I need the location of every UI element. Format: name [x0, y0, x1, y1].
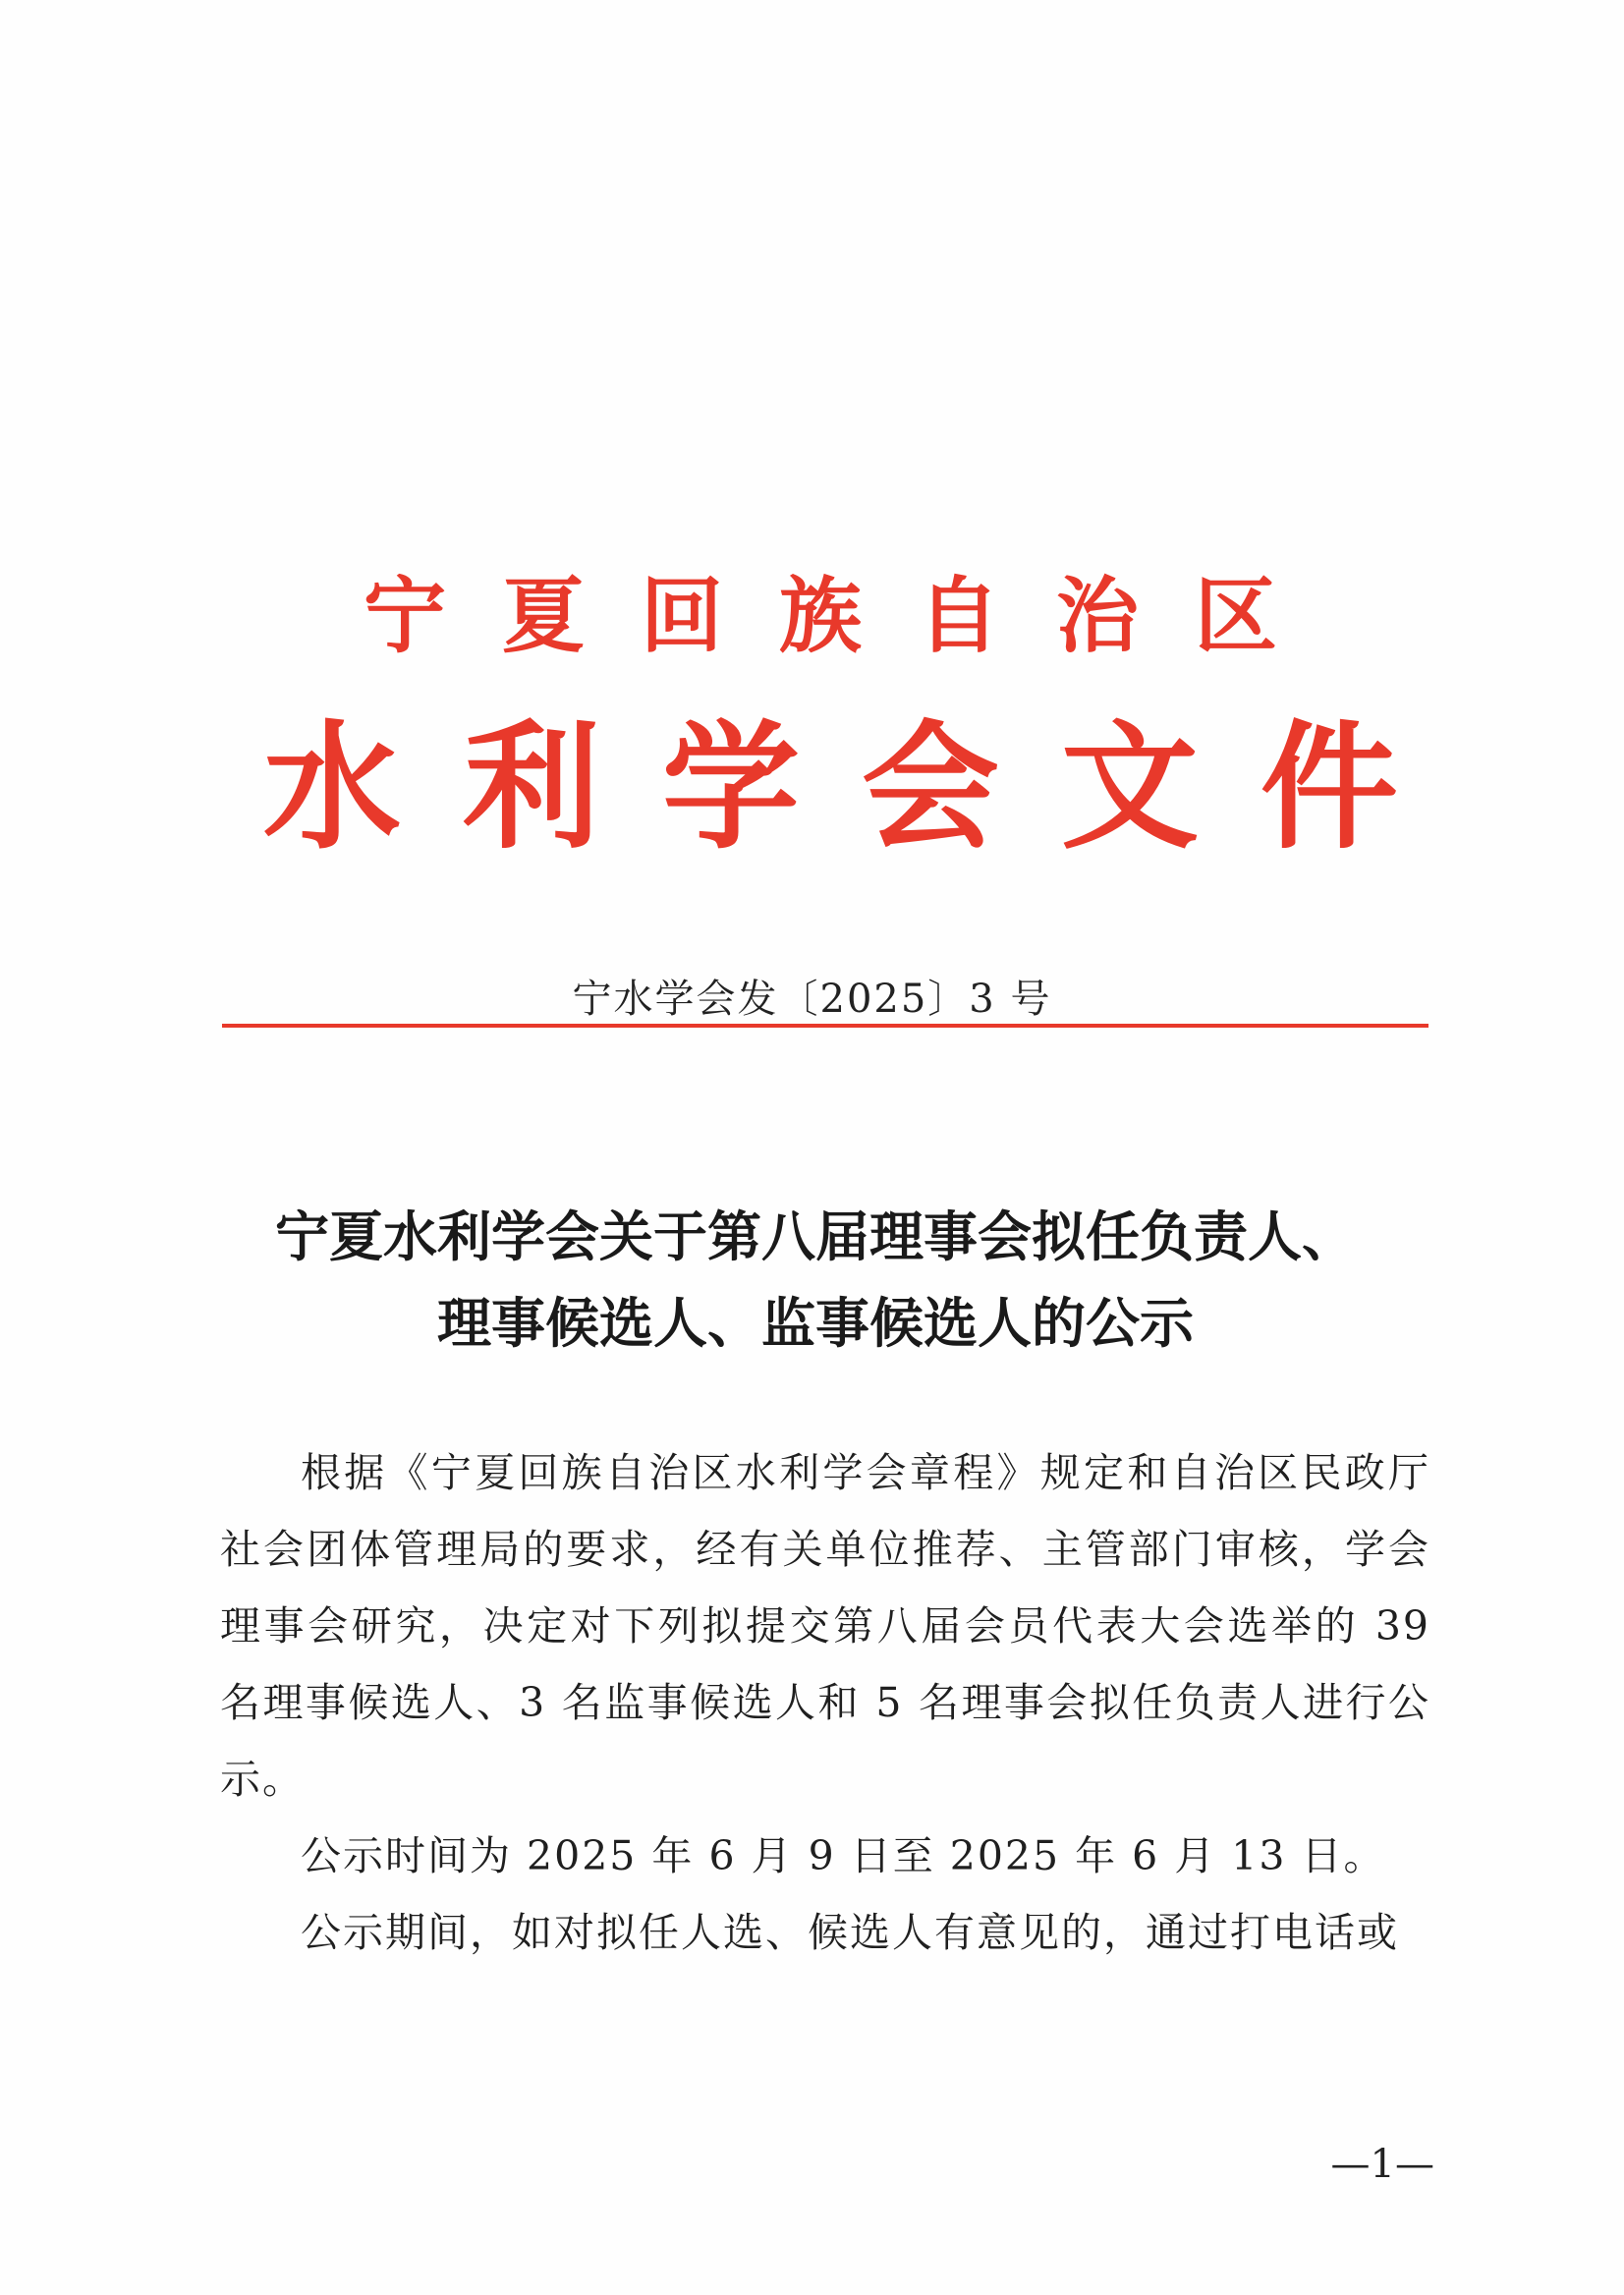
page-number: —1— — [1330, 2142, 1434, 2187]
header-char: 回 — [640, 567, 723, 664]
document-body — [220, 1434, 1430, 1971]
header-char: 自 — [917, 567, 1000, 664]
body-paragraph: 根据《宁夏回族自治区水利学会章程》规定和自治区民政厅社会团体管理局的要求，经有关单位推荐、主管部门审核，学会理事会研究，决定对下列拟提交第八届会员代表大会选举的 39 名理事候选人、3 名监事候选人和 5 名理事会拟任负责人进行公示。 — [220, 1449, 1430, 1803]
header-char: 利 — [462, 707, 600, 868]
header-char: 区 — [1194, 567, 1277, 664]
body-paragraph: 公示期间，如对拟任人选、候选人有意见的，通过打电话或 — [301, 1909, 1399, 1956]
header-char: 学 — [661, 707, 800, 868]
header-char: 会 — [861, 707, 999, 868]
header-doc-type — [263, 698, 1398, 868]
title-line-2: 理事候选人、监事候选人的公示 — [436, 1292, 1194, 1355]
header-char: 文 — [1060, 707, 1199, 868]
header-char: 族 — [778, 567, 862, 664]
header-char: 水 — [263, 707, 402, 868]
document-number: 宁水学会发〔2025〕3 号 — [572, 977, 1052, 1022]
header-char: 宁 — [364, 567, 447, 664]
red-divider-line — [222, 1024, 1428, 1028]
header-char: 治 — [1055, 567, 1139, 664]
document-title — [177, 1194, 1454, 1367]
title-line-1: 宁夏水利学会关于第八届理事会拟任负责人、 — [274, 1205, 1356, 1268]
header-char: 件 — [1260, 707, 1398, 868]
header-org-name — [364, 555, 1277, 663]
header-char: 夏 — [501, 567, 585, 664]
body-paragraph: 公示时间为 2025 年 6 月 9 日至 2025 年 6 月 13 日。 — [301, 1832, 1386, 1879]
